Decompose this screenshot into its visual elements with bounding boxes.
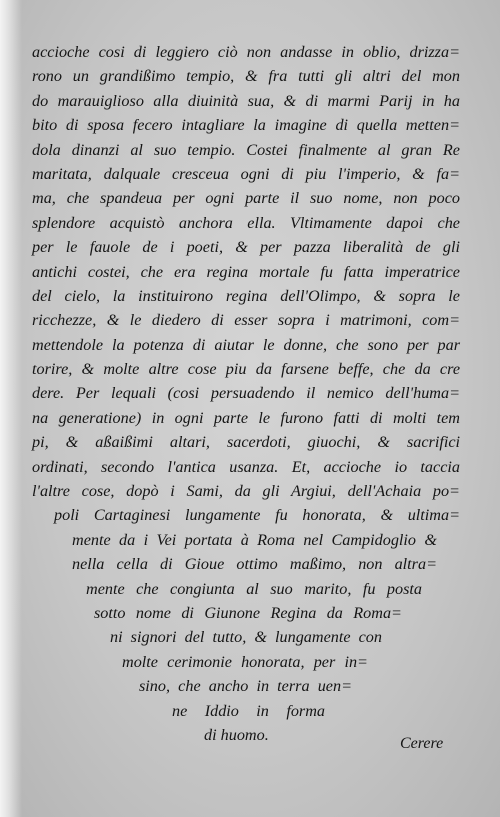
text-line: poli Cartaginesi lungamente fu honorata, & ultima=	[54, 506, 460, 525]
catchword: Cerere	[400, 735, 444, 752]
text-line: na generatione) in ogni parte le furono fatti di molti tem	[32, 408, 460, 427]
text-line: dere. Per lequali (cosi persuadendo il nemico dell'huma=	[32, 384, 460, 403]
text-line: antichi costei, che era regina mortale fu fatta imperatrice	[32, 262, 460, 281]
text-line: pi, & aßaißimi altari, sacerdoti, giuochi, & sacrifici	[32, 433, 460, 452]
text-line: mente che congiunta al suo marito, fu posta	[86, 579, 422, 598]
text-line: ma, che spandeua per ogni parte il suo nome, non poco	[32, 189, 460, 208]
text-line: torire, & molte altre cose piu da farsene beffe, che da cre	[32, 360, 460, 379]
text-line: ne Iddio in forma	[172, 701, 325, 720]
text-line: molte cerimonie honorata, per in=	[122, 652, 368, 671]
body-text	[32, 40, 460, 747]
text-line: ni signori del tutto, & lungamente con	[110, 628, 382, 647]
text-line: bito di sposa fecero intagliare la imagine di quella metten=	[32, 116, 460, 135]
text-line: splendore acquistò anchora ella. Vltimamente dapoi che	[32, 213, 460, 232]
text-line: nella cella di Gioue ottimo maßimo, non altra=	[72, 555, 437, 574]
text-line: sotto nome di Giunone Regina da Roma=	[94, 603, 402, 622]
text-line: rono un grandißimo tempio, & fra tutti gli altri del mon	[32, 67, 460, 86]
text-line: sino, che ancho in terra uen=	[139, 677, 352, 696]
text-line: do marauiglioso alla diuinità sua, & di marmi Parij in ha	[32, 91, 460, 110]
text-line: per le fauole de i poeti, & per pazza liberalità de gli	[32, 238, 460, 257]
text-line: accioche cosi di leggiero ciò non andasse in oblio, drizza=	[32, 43, 460, 61]
text-line: mettendole la potenza di aiutar le donne, che sono per par	[32, 335, 460, 354]
text-line: di huomo.	[204, 725, 269, 744]
text-line: maritata, dalquale cresceua ogni di piu l'imperio, & fa=	[32, 164, 460, 183]
text-line: del cielo, la instituirono regina dell'Olimpo, & sopra le	[32, 286, 460, 305]
text-line: ordinati, secondo l'antica usanza. Et, accioche io taccia	[32, 457, 460, 476]
text-line: dola dinanzi al suo tempio. Costei finalmente al gran Re	[32, 140, 460, 159]
text-line: mente da i Vei portata à Roma nel Campidoglio &	[72, 530, 437, 549]
text-line: ricchezze, & le diedero di esser sopra i matrimoni, com=	[32, 311, 460, 330]
text-line: l'altre cose, dopò i Sami, da gli Argiui, dell'Achaia po=	[32, 482, 460, 501]
